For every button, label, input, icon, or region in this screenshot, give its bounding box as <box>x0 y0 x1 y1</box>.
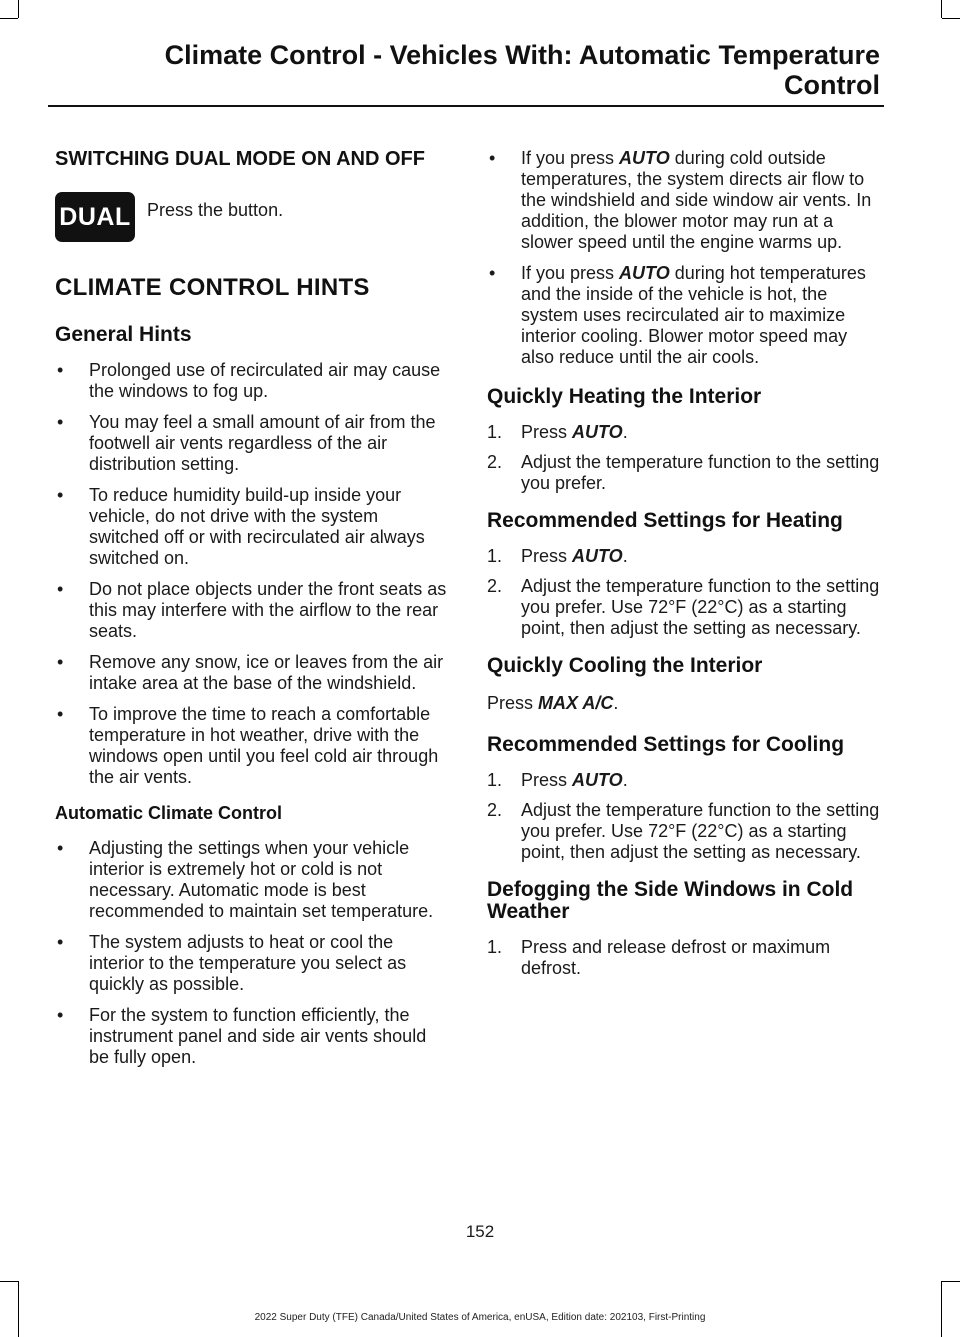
dual-mode-row <box>55 192 450 242</box>
list-item: • To improve the time to reach a comfortable temperature in hot weather, drive with the windows open until you feel cold air through the air vents. <box>57 704 439 787</box>
auto-mode-list <box>487 148 884 368</box>
header-divider <box>48 105 884 107</box>
auto-climate-heading: Automatic Climate Control <box>55 803 283 823</box>
dual-mode-heading: SWITCHING DUAL MODE ON AND OFF <box>55 148 425 170</box>
list-item: 1. Press and release defrost or maximum defrost. <box>487 937 831 978</box>
list-item: • If you press AUTO during hot temperatures and the inside of the vehicle is hot, the system uses recirculated air to maximize interior cooling. Blower motor speed may also reduce until the air cools. <box>489 263 866 367</box>
crop-mark <box>942 18 960 19</box>
crop-mark <box>941 0 942 18</box>
defog-steps <box>487 937 884 979</box>
rec-cool-steps <box>487 770 884 863</box>
quick-cool-heading: Quickly Cooling the Interior <box>487 654 763 677</box>
list-item: 2. Adjust the temperature function to the setting you prefer. <box>487 452 880 493</box>
auto-climate-list <box>55 838 450 1068</box>
crop-mark <box>941 1281 942 1337</box>
list-item: • For the system to function efficiently, the instrument panel and side air vents should be fully open. <box>57 1005 427 1067</box>
list-item: • The system adjusts to heat or cool the interior to the temperature you select as quickly as possible. <box>57 932 407 994</box>
crop-mark <box>18 0 19 18</box>
dual-button-icon: DUAL <box>55 192 135 242</box>
crop-mark <box>942 1281 960 1282</box>
list-item: • To reduce humidity build-up inside your vehicle, do not drive with the system switched off or with recirculated air always switched on. <box>57 485 425 568</box>
rec-cool-heading: Recommended Settings for Cooling <box>487 733 845 756</box>
general-hints-heading: General Hints <box>55 323 192 346</box>
list-item: 1. Press AUTO. <box>487 546 628 566</box>
climate-hints-heading: CLIMATE CONTROL HINTS <box>55 274 370 301</box>
list-item: • If you press AUTO during cold outside temperatures, the system directs air flow to the windshield and side window air vents. In addition, the blower motor may run at a slower speed until the engine warms up. <box>489 148 872 252</box>
quick-heat-steps <box>487 422 884 494</box>
quick-cool-text: Press MAX A/C. <box>487 693 619 713</box>
page-header-title <box>40 40 880 100</box>
list-item: 2. Adjust the temperature function to the setting you prefer. Use 72°F (22°C) as a starting point, then adjust the setting as necessary. <box>487 576 880 638</box>
right-column <box>487 140 884 988</box>
page-footer: 2022 Super Duty (TFE) Canada/United States of America, enUSA, Edition date: 202103, First-Printing <box>254 1312 706 1323</box>
header-title-line2: Control <box>784 70 880 100</box>
header-title-line1: Climate Control - Vehicles With: Automatic Temperature <box>164 40 880 70</box>
general-hints-list <box>55 360 450 788</box>
page-number: 152 <box>465 1222 495 1241</box>
list-item: • Adjusting the settings when your vehicle interior is extremely hot or cold is not necessary. Automatic mode is best recommended to maintain set temperature. <box>57 838 434 921</box>
list-item: 1. Press AUTO. <box>487 770 628 790</box>
defog-heading: Defogging the Side Windows in Cold Weather <box>487 878 854 923</box>
list-item: • You may feel a small amount of air from the footwell air vents regardless of the air distribution setting. <box>57 412 436 474</box>
list-item: 1. Press AUTO. <box>487 422 628 442</box>
rec-heat-steps <box>487 546 884 639</box>
crop-mark <box>0 18 18 19</box>
list-item: • Remove any snow, ice or leaves from the air intake area at the base of the windshield. <box>57 652 444 693</box>
left-column <box>55 140 450 1078</box>
list-item: • Prolonged use of recirculated air may cause the windows to fog up. <box>57 360 441 401</box>
list-item: 2. Adjust the temperature function to the setting you prefer. Use 72°F (22°C) as a starting point, then adjust the setting as necessary. <box>487 800 880 862</box>
rec-heat-heading: Recommended Settings for Heating <box>487 509 843 532</box>
quick-heat-heading: Quickly Heating the Interior <box>487 385 762 408</box>
dual-instruction: Press the button. <box>147 200 284 220</box>
crop-mark <box>0 1281 18 1282</box>
list-item: • Do not place objects under the front seats as this may interfere with the airflow to the rear seats. <box>57 579 447 641</box>
crop-mark <box>18 1281 19 1337</box>
